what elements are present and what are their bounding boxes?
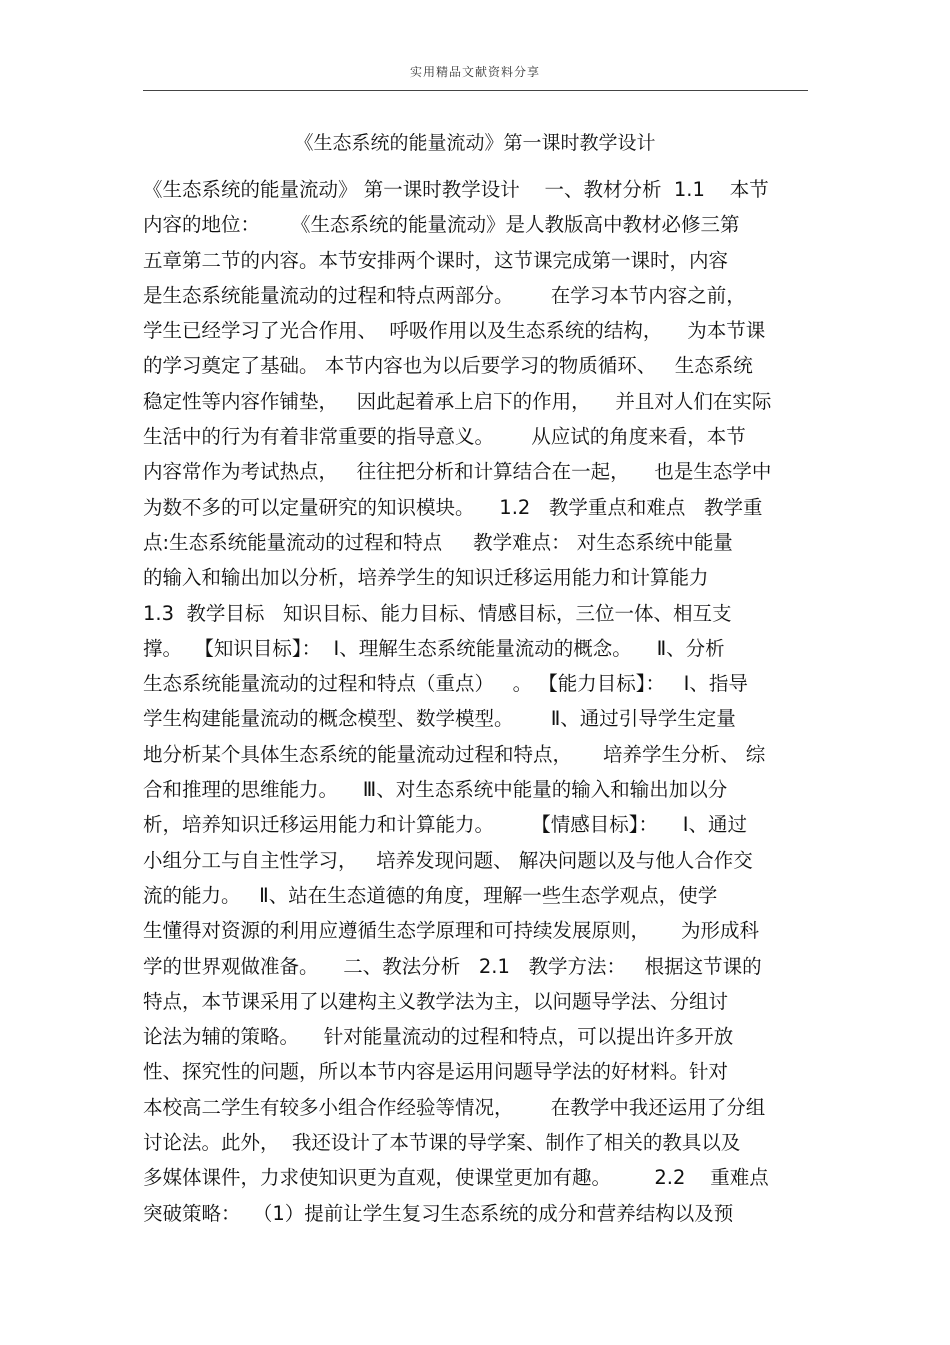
body-line: 学生已经学习了光合作用、 呼吸作用以及生态系统的结构， 为本节课 [143,319,766,343]
body-line: 讨论法。此外， 我还设计了本节课的导学案、制作了相关的教具以及 [143,1131,741,1155]
header-divider [143,90,808,91]
body-line: 内容的地位： 《生态系统的能量流动》是人教版高中教材必修三第 [143,213,740,237]
body-line: 小组分工与自主性学习， 培养发现问题、 解决问题以及与他人合作交 [143,848,753,872]
body-line: 流的能力。 Ⅱ、站在生态道德的角度，理解一些生态学观点，使学 [143,883,718,907]
page-header: 实用精品文献资料分享 [409,65,540,79]
body-line: 性、探究性的问题，所以本节内容是运用问题导学法的好材料。针对 [143,1060,729,1084]
document-title: 《生态系统的能量流动》第一课时教学设计 [294,132,656,154]
body-line: 特点，本节课采用了以建构主义教学法为主，以问题导学法、分组讨 [143,989,729,1013]
document-body [143,172,813,1231]
body-line: 《生态系统的能量流动》 第一课时教学设计 一、教材分析 1.1 本节 [143,178,769,201]
body-line: 内容常作为考试热点， 往往把分析和计算结合在一起， 也是生态学中 [143,460,772,484]
body-line: 学生构建能量流动的概念模型、数学模型。 Ⅱ、通过引导学生定量 [143,707,736,731]
body-line: 是生态系统能量流动的过程和特点两部分。 在学习本节内容之前， [143,283,746,307]
body-line: 稳定性等内容作铺垫， 因此起着承上启下的作用， 并且对人们在实际 [143,389,772,413]
body-line: 1.3 教学目标 知识目标、能力目标、情感目标，三位一体、相互支 [143,601,732,625]
body-line: 学的世界观做准备。 二、教法分析 2.1 教学方法： 根据这节课的 [143,954,762,978]
body-line: 突破策略： （1）提前让学生复习生态系统的成分和营养结构以及预 [143,1201,734,1225]
body-line: 论法为辅的策略。 针对能量流动的过程和特点，可以提出许多开放 [143,1025,734,1049]
body-line: 生活中的行为有着非常重要的指导意义。 从应试的角度来看，本节 [143,425,746,449]
body-line: 生懂得对资源的利用应遵循生态学原理和可持续发展原则， 为形成科 [143,919,759,943]
body-line: 的输入和输出加以分析，培养学生的知识迁移运用能力和计算能力 [143,566,709,590]
body-line: 析，培养知识迁移运用能力和计算能力。 【情感目标】： Ⅰ、通过 [143,813,747,837]
body-line: 的学习奠定了基础。 本节内容也为以后要学习的物质循环、 生态系统 [143,354,753,378]
body-line: 生态系统能量流动的过程和特点（重点） 。 【能力目标】： Ⅰ、指导 [143,672,748,696]
body-line: 地分析某个具体生态系统的能量流动过程和特点， 培养学生分析、 综 [143,742,766,766]
body-line: 本校高二学生有较多小组合作经验等情况， 在教学中我还运用了分组 [143,1095,766,1119]
body-line: 为数不多的可以定量研究的知识模块。 1.2 教学重点和难点 教学重 [143,495,763,519]
body-line: 五章第二节的内容。本节安排两个课时，这节课完成第一课时，内容 [143,248,729,272]
body-line: 多媒体课件，力求使知识更为直观，使课堂更加有趣。 2.2 重难点 [143,1166,769,1190]
body-line: 撑。 【知识目标】： Ⅰ、理解生态系统能量流动的概念。 Ⅱ、分析 [143,636,725,660]
body-line: 合和推理的思维能力。 Ⅲ、对生态系统中能量的输入和输出加以分 [143,778,728,802]
body-line: 点:生态系统能量流动的过程和特点 教学难点： 对生态系统中能量 [143,530,733,554]
